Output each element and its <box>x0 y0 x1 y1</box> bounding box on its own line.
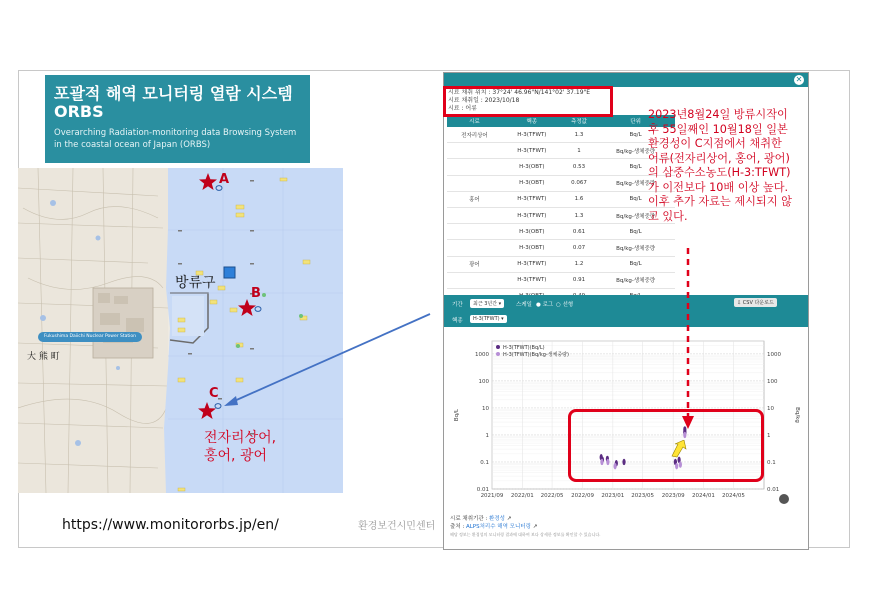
external-link-icon: ↗ <box>532 524 538 530</box>
x-tick-label: 2023/05 <box>631 493 655 499</box>
y-tick-label-left: 1 <box>485 432 489 439</box>
x-tick-label: 2022/09 <box>571 493 595 499</box>
cell-unit: Bq/L <box>596 224 675 240</box>
y-tick-label-left: 100 <box>478 378 489 385</box>
y-tick-label-right: 0.1 <box>767 459 776 466</box>
table-row <box>447 207 675 223</box>
table-row <box>447 175 675 191</box>
fish-species-line1: 전자리상어, <box>204 430 277 446</box>
period-value: 최근 3년간 <box>473 301 498 307</box>
table-row <box>447 191 675 207</box>
cell-value: 0.067 <box>562 175 596 191</box>
cell-sample <box>447 240 502 256</box>
cell-value: 1.2 <box>562 256 596 272</box>
point-a-label: A <box>219 172 230 187</box>
legend-marker <box>496 352 500 356</box>
cell-value: 1.3 <box>562 207 596 223</box>
csv-download-label: CSV 다운로드 <box>742 300 774 306</box>
banner-subtitle <box>54 127 296 151</box>
sample-type: 시료 : 어류 <box>448 105 478 112</box>
zoom-button-icon <box>779 494 789 504</box>
col-sample: 시료 <box>447 115 502 127</box>
agency-link[interactable]: 환경성 <box>488 516 505 522</box>
cell-value: 1.6 <box>562 191 596 207</box>
table-row <box>447 272 675 288</box>
cell-nuclide: H-3(TFWT) <box>502 191 562 207</box>
y-tick-label-right: 100 <box>767 378 778 385</box>
source-url[interactable]: https://www.monitororbs.jp/en/ <box>62 517 279 533</box>
cell-value: 0.91 <box>562 272 596 288</box>
cell-sample <box>447 175 502 191</box>
x-tick-label: 2022/05 <box>540 493 564 499</box>
table-row <box>447 240 675 256</box>
cell-sample <box>447 143 502 159</box>
table-row <box>447 224 675 240</box>
scale-log-radio[interactable]: ● 로그 <box>536 302 554 308</box>
y-tick-label-left: 0.1 <box>480 459 489 466</box>
popup-header-bar <box>444 73 809 87</box>
cell-unit: Bq/kg-생체중량 <box>596 272 675 288</box>
source-link[interactable]: ALPS처리수 해역 모니터링 <box>465 524 531 530</box>
scale-linear-label: 선형 <box>562 302 574 308</box>
table-row <box>447 127 675 143</box>
legend-label: H-3(TFWT)(Bq/L) <box>503 345 545 351</box>
cell-nuclide: H-3(OBT) <box>502 240 562 256</box>
cell-unit: Bq/kg-생체중량 <box>596 240 675 256</box>
legend-label: H-3(TFWT)(Bq/kg-생체중량) <box>503 352 569 358</box>
y-tick-label-left: 0.01 <box>476 487 489 493</box>
plant-label: Fukushima Daiichi Nuclear Power Station <box>38 332 142 342</box>
banner-subtitle-line2: in the coastal ocean of Japan (ORBS) <box>54 140 211 150</box>
cell-unit: Bq/kg-생체중량 <box>596 207 675 223</box>
source-links <box>450 515 601 539</box>
external-link-icon: ↗ <box>506 516 512 522</box>
sample-date: 시료 채취일 : 2023/10/18 <box>448 97 520 104</box>
nuclide-select[interactable]: H-3(TFWT) ▾ <box>470 315 507 323</box>
cell-sample <box>447 159 502 175</box>
outfall-label: 방류구 <box>175 275 216 291</box>
cell-unit: Bq/kg-생체중량 <box>596 175 675 191</box>
cell-value: 0.61 <box>562 224 596 240</box>
source-label: 출처 : <box>450 524 465 530</box>
nuclide-value: H-3(TFWT) <box>473 316 500 322</box>
col-nuclide: 핵종 <box>502 115 562 127</box>
town-label: 大 熊 町 <box>27 352 60 362</box>
cell-value: 0.53 <box>562 159 596 175</box>
cell-nuclide: H-3(TFWT) <box>502 207 562 223</box>
download-icon: ⇩ <box>737 300 742 306</box>
cell-nuclide: H-3(TFWT) <box>502 143 562 159</box>
y-axis-label-left: Bq/L <box>454 408 460 422</box>
x-tick-label: 2024/01 <box>692 493 715 499</box>
measurement-table <box>447 115 675 321</box>
analysis-note: 2023년8월24일 방류시작이후 55일째인 10월18일 일본 환경성이 C지점에서 채취한 어류(전자리상어, 홍어, 광어)의 삼중수소농도(H-3:TFWT)가 이전보다 10배 이상 높다. 이후 추가 자료는 제시되지 않고 있다. <box>648 108 792 223</box>
y-tick-label-right: 1000 <box>767 351 781 358</box>
cell-value: 1 <box>562 143 596 159</box>
sample-info-highlight <box>443 86 613 117</box>
fish-species-label <box>204 429 276 465</box>
y-tick-label-right: 1 <box>767 432 771 439</box>
table-body <box>447 127 675 321</box>
agency-label: 시료 채취기관 : <box>450 516 488 522</box>
cell-sample <box>447 272 502 288</box>
x-tick-label: 2022/01 <box>510 493 534 499</box>
col-value: 측정값 <box>562 115 596 127</box>
banner-title-kr: 포괄적 해역 모니터링 열람 시스템 <box>54 84 293 103</box>
fish-species-line2: 홍어, 광어 <box>204 448 267 464</box>
dashed-arrow <box>680 246 696 432</box>
chart-controls <box>444 295 809 327</box>
table-row <box>447 159 675 175</box>
cell-value: 0.07 <box>562 240 596 256</box>
period-label: 기간 <box>452 302 463 308</box>
sample-location: 시료 채취 위치 : 37°24' 46.96"N/141°02' 37.19"E <box>448 89 591 96</box>
table-row <box>447 256 675 272</box>
cell-nuclide: H-3(TFWT) <box>502 272 562 288</box>
cell-unit: Bq/kg-생체중량 <box>596 143 675 159</box>
close-icon[interactable]: ✕ <box>795 75 803 84</box>
scale-log-label: 로그 <box>542 302 554 308</box>
cell-sample <box>447 224 502 240</box>
orbs-banner <box>45 75 310 163</box>
x-tick-label: 2023/01 <box>601 493 625 499</box>
cell-unit: Bq/L <box>596 159 675 175</box>
nuclide-label: 핵종 <box>452 318 463 324</box>
period-select[interactable]: 최근 3년간 ▾ <box>470 299 504 308</box>
x-tick-label: 2021/09 <box>480 493 504 499</box>
cell-nuclide: H-3(OBT) <box>502 224 562 240</box>
scale-label: 스케일 <box>516 302 532 308</box>
cell-nuclide: H-3(OBT) <box>502 175 562 191</box>
popup-small-note: 해당 정보는 환경성의 모니터링 결과에 대하여 보다 상세한 정보를 확인할 수 있습니다. <box>450 532 601 537</box>
y-axis-label-right: Bq/kg <box>794 407 800 423</box>
banner-subtitle-line1: Overarching Radiation-monitoring data Browsing System <box>54 128 297 138</box>
pointer-arrow <box>220 310 435 410</box>
y-tick-label-left: 10 <box>482 405 489 412</box>
cell-sample: 홍어 <box>447 191 502 207</box>
cell-unit: Bq/L <box>596 191 675 207</box>
scale-linear-radio[interactable]: ○ 선형 <box>556 302 574 308</box>
csv-download-button[interactable] <box>734 298 777 307</box>
footer-org: 환경보건시민센터 <box>358 521 436 532</box>
col-unit: 단위 <box>596 115 675 127</box>
point-c-label: C <box>209 386 219 401</box>
y-tick-label-right: 0.01 <box>767 487 780 493</box>
spike-highlight <box>568 409 764 482</box>
x-tick-label: 2023/09 <box>661 493 685 499</box>
banner-title-en: ORBS <box>54 102 104 121</box>
x-tick-label: 2024/05 <box>722 493 745 499</box>
cell-sample: 전자리상어 <box>447 127 502 143</box>
cell-nuclide: H-3(OBT) <box>502 159 562 175</box>
point-b-label: B <box>251 286 261 301</box>
table-row <box>447 143 675 159</box>
cell-unit: Bq/L <box>596 127 675 143</box>
cell-sample <box>447 207 502 223</box>
cell-unit: Bq/L <box>596 256 675 272</box>
cell-sample: 광어 <box>447 256 502 272</box>
legend-marker <box>496 345 500 349</box>
y-tick-label-left: 1000 <box>475 351 489 358</box>
cell-nuclide: H-3(TFWT) <box>502 256 562 272</box>
y-tick-label-right: 10 <box>767 405 774 412</box>
highlight-pointer-icon <box>670 440 692 458</box>
cell-value: 1.3 <box>562 127 596 143</box>
cell-nuclide: H-3(TFWT) <box>502 127 562 143</box>
